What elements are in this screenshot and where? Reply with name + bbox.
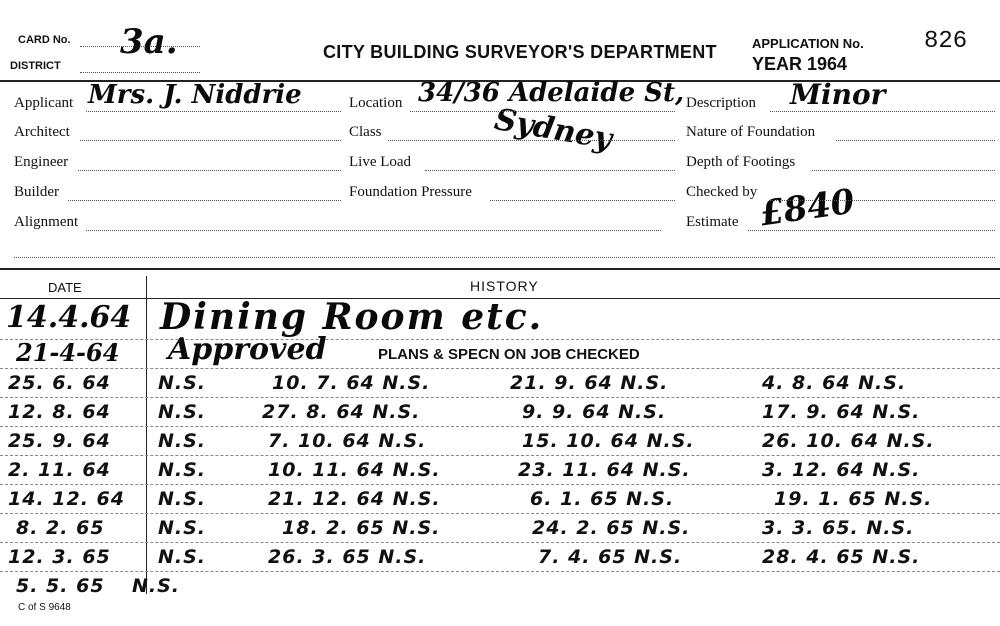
description-value: Minor	[790, 78, 886, 111]
history-cell: 8. 2. 65	[16, 517, 105, 539]
history-cell: 5. 5. 65	[16, 575, 105, 597]
history-cell: 27. 8. 64 N.S.	[262, 401, 421, 423]
history-row1-date: 14.4.64	[6, 300, 132, 335]
history-line	[0, 455, 1000, 456]
date-column-header: DATE	[48, 280, 82, 295]
application-no-value: 826	[924, 28, 968, 55]
checked-by-line	[770, 200, 995, 201]
history-cell: 10. 7. 64 N.S.	[272, 372, 431, 394]
history-cell: 21. 12. 64 N.S.	[268, 488, 441, 510]
live-load-line	[425, 170, 675, 171]
alignment-label: Alignment	[14, 214, 79, 230]
history-cell: 7. 4. 65 N.S.	[538, 546, 683, 568]
architect-label: Architect	[14, 124, 70, 140]
live-load-label: Live Load	[349, 154, 412, 170]
history-line	[0, 397, 1000, 398]
plans-checked-stamp: PLANS & SPECN ON JOB CHECKED	[378, 346, 640, 363]
history-cell: 23. 11. 64 N.S.	[518, 459, 691, 481]
estimate-label: Estimate	[686, 214, 739, 230]
history-cell: 28. 4. 65 N.S.	[762, 546, 921, 568]
history-line	[0, 571, 1000, 572]
estimate-line	[748, 230, 995, 231]
history-cell: N.S.	[132, 575, 181, 597]
builder-label: Builder	[14, 184, 59, 200]
history-cell: N.S.	[158, 517, 207, 539]
history-cell: 18. 2. 65 N.S.	[282, 517, 441, 539]
location-label: Location	[349, 95, 403, 111]
history-row2-text: Approved	[168, 332, 327, 367]
history-line	[0, 368, 1000, 369]
history-cell: 2. 11. 64	[8, 459, 111, 481]
history-cell: 7. 10. 64 N.S.	[268, 430, 427, 452]
applicant-label: Applicant	[14, 95, 74, 111]
class-line	[388, 140, 675, 141]
location-value-1: 34/36 Adelaide St,	[418, 78, 685, 108]
depth-of-footings-label: Depth of Footings	[686, 154, 796, 170]
checked-by-label: Checked by	[686, 184, 758, 200]
foundation-pressure-label: Foundation Pressure	[349, 184, 472, 200]
engineer-line	[78, 170, 341, 171]
history-cell: 14. 12. 64	[8, 488, 125, 510]
history-cell: 26. 3. 65 N.S.	[268, 546, 427, 568]
history-top-rule	[0, 268, 1000, 270]
history-cell: N.S.	[158, 430, 207, 452]
history-line	[0, 513, 1000, 514]
history-cell: 12. 3. 65	[8, 546, 111, 568]
engineer-label: Engineer	[14, 154, 69, 170]
history-row2-date: 21-4-64	[16, 338, 120, 367]
history-cell: 26. 10. 64 N.S.	[762, 430, 935, 452]
history-cell: 10. 11. 64 N.S.	[268, 459, 441, 481]
history-cell: N.S.	[158, 488, 207, 510]
history-cell: 4. 8. 64 N.S.	[762, 372, 907, 394]
history-cell: 3. 3. 65. N.S.	[762, 517, 915, 539]
class-label: Class	[349, 124, 382, 140]
depth-line	[812, 170, 995, 171]
history-line	[0, 542, 1000, 543]
alignment-line	[86, 230, 661, 231]
history-cell: N.S.	[158, 546, 207, 568]
location-value-2: Sydney	[491, 101, 615, 158]
history-column-header: HISTORY	[470, 278, 539, 294]
history-cell: 25. 9. 64	[8, 430, 111, 452]
nature-line	[836, 140, 995, 141]
description-label: Description	[686, 95, 756, 111]
history-cell: 6. 1. 65 N.S.	[530, 488, 675, 510]
architect-line	[80, 140, 341, 141]
history-cell: N.S.	[158, 372, 207, 394]
history-row1-text: Dining Room etc.	[160, 296, 544, 338]
date-column-divider	[146, 276, 147, 594]
history-cell: 15. 10. 64 N.S.	[522, 430, 695, 452]
estimate-value: £840	[757, 181, 857, 235]
district-label: DISTRICT	[10, 60, 61, 72]
history-line	[0, 339, 1000, 340]
foundation-pressure-line	[490, 200, 675, 201]
history-cell: N.S.	[158, 459, 207, 481]
nature-of-foundation-label: Nature of Foundation	[686, 124, 816, 140]
card-no-label: CARD No.	[18, 34, 71, 46]
description-line	[770, 111, 995, 112]
history-cell: 19. 1. 65 N.S.	[774, 488, 933, 510]
application-no-label: APPLICATION No.	[752, 36, 864, 51]
form-number: C of S 9648	[18, 602, 71, 613]
history-cell: 25. 6. 64	[8, 372, 111, 394]
history-cell: 24. 2. 65 N.S.	[532, 517, 691, 539]
history-cell: 9. 9. 64 N.S.	[522, 401, 667, 423]
history-cell: N.S.	[158, 401, 207, 423]
history-cell: 12. 8. 64	[8, 401, 111, 423]
applicant-value: Mrs. J. Niddrie	[88, 80, 302, 110]
department-title: CITY BUILDING SURVEYOR'S DEPARTMENT	[323, 42, 717, 62]
extra-field-line	[14, 257, 995, 258]
history-line	[0, 484, 1000, 485]
card-no-value: 3a.	[120, 22, 178, 62]
history-line	[0, 426, 1000, 427]
district-dotted-line	[80, 72, 200, 73]
location-line	[410, 111, 675, 112]
applicant-line	[86, 111, 341, 112]
history-cell: 21. 9. 64 N.S.	[510, 372, 669, 394]
history-cell: 3. 12. 64 N.S.	[762, 459, 921, 481]
year-label: YEAR 1964	[752, 54, 848, 74]
builder-line	[68, 200, 341, 201]
history-cell: 17. 9. 64 N.S.	[762, 401, 921, 423]
